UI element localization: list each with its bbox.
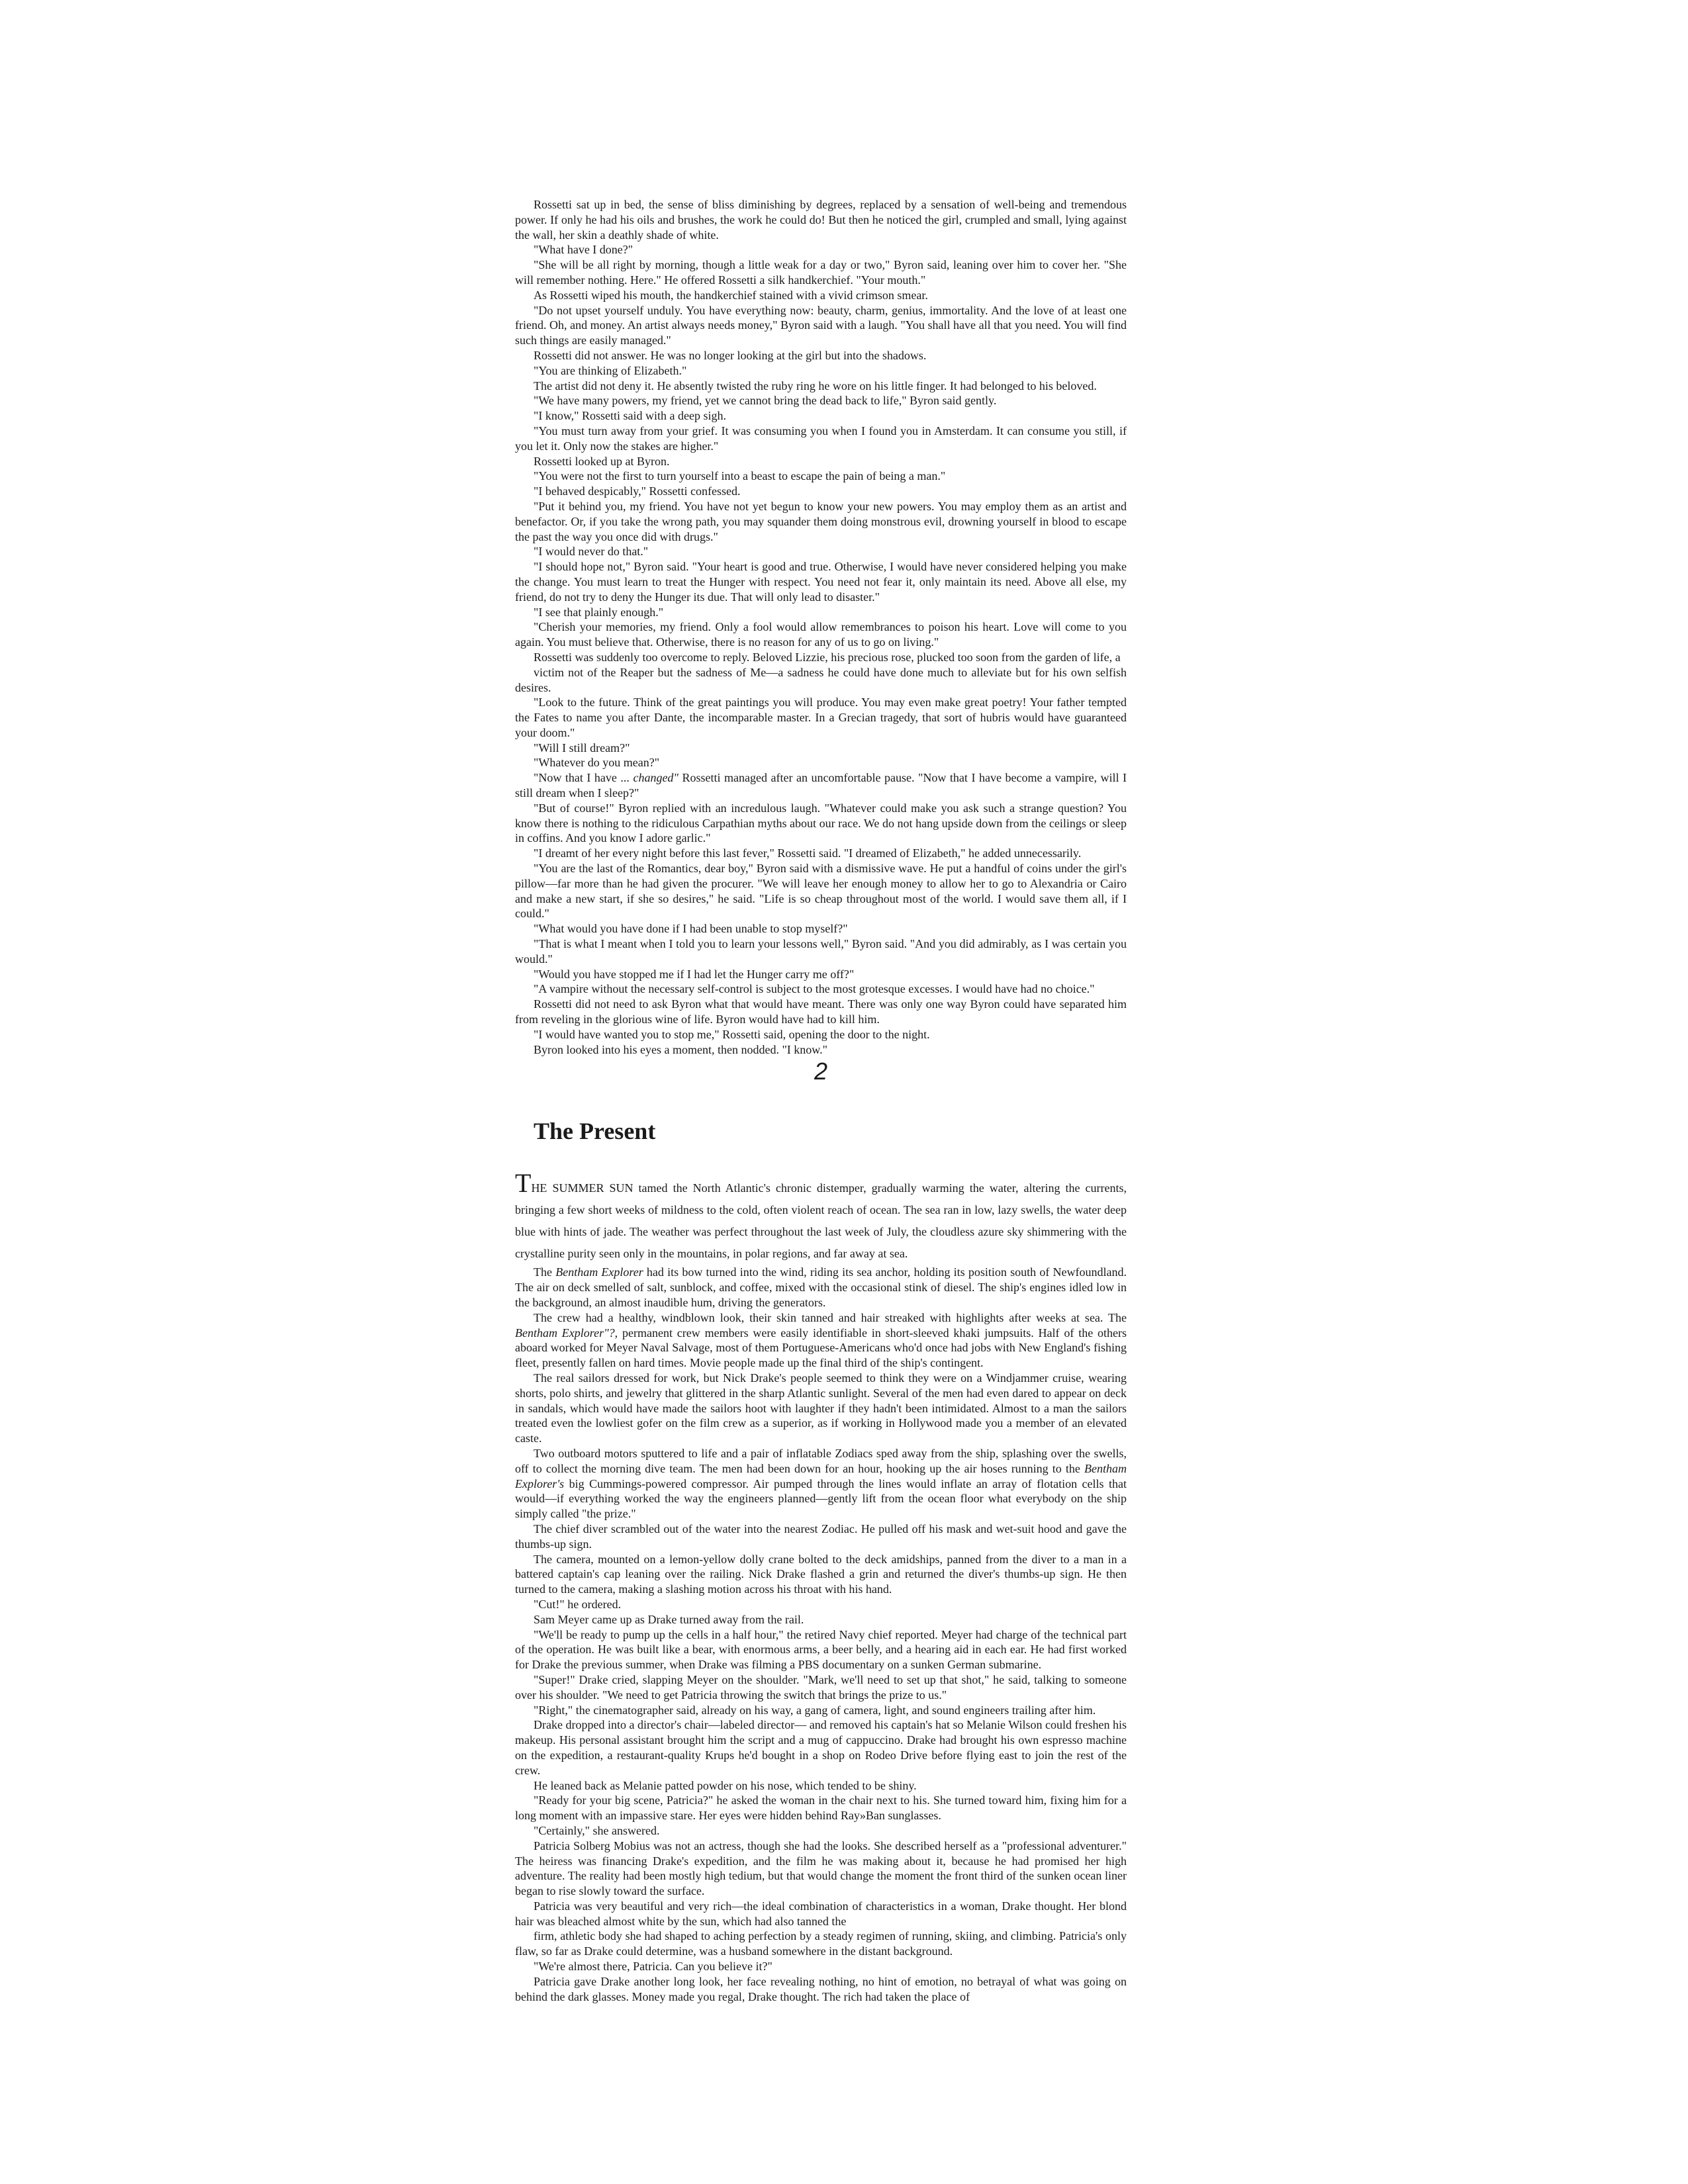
paragraph: "I would have wanted you to stop me," Rossetti said, opening the door to the night. <box>534 1027 930 1041</box>
text-run: tamed the North Atlantic's chronic distemper, gradually warming the water, altering the currents, bringing a few short weeks of mildness to the cold, often violent reach of ocean. The sea ran in low, lazy swells, the water deep blue with hints of jade. The weather was perfect throughout the last week of July, the cloudless azure sky shimmering with the crystalline purity seen only in the mountains, in polar regions, and far away at sea. <box>515 1181 1127 1261</box>
paragraph: victim not of the Reaper but the sadness of Me—a sadness he could have done much to alleviate but for his own selfish desires. <box>515 665 1127 694</box>
paragraph: "Would you have stopped me if I had let the Hunger carry me off?" <box>534 967 855 981</box>
section-rossetti <box>515 197 1127 1057</box>
paragraph: Rossetti looked up at Byron. <box>534 454 670 468</box>
paragraph: "Certainly," she answered. <box>534 1823 660 1837</box>
paragraph: "I see that plainly enough." <box>534 605 664 619</box>
paragraph: Patricia Solberg Mobius was not an actress, though she had the looks. She described herself as a "professional adventurer." The heiress was financing Drake's expedition, and the film he was making about it, because he had promised her high adventure. The reality had been mostly high tedium, but that would change the moment the front third of the sunken ocean liner began to rise slowly toward the surface. <box>515 1839 1127 1898</box>
paragraph: "You are the last of the Romantics, dear boy," Byron said with a dismissive wave. He put a handful of coins under the girl's pillow—far more than he had given the procurer. "We will leave her enough money to allow her to go to Alexandria or Cairo and make a new start, if she so desires," he said. "Life is so cheap throughout most of the world. I would save them all, if I could." <box>515 862 1127 921</box>
text-run: The <box>534 1265 556 1279</box>
paragraph: "Do not upset yourself unduly. You have everything now: beauty, charm, genius, immortality. And the love of at least one friend. Oh, and money. An artist always needs money," Byron said with a laugh. "You shall have all that you need. You will find such things are easily managed." <box>515 303 1127 347</box>
paragraph: "Whatever do you mean?" <box>534 756 660 770</box>
paragraph: "That is what I meant when I told you to learn your lessons well," Byron said. "And you did admirably, as I was certain you would." <box>515 937 1127 966</box>
paragraph <box>515 1310 1127 1371</box>
paragraph: "I should hope not," Byron said. "Your heart is good and true. Otherwise, I would have never considered helping you make the change. You must learn to treat the Hunger with respect. You need not fear it, only maintain its need. Above all else, my friend, do not try to deny the Hunger its due. That will only lead to disaster." <box>515 560 1127 604</box>
paragraph: "You are thinking of Elizabeth." <box>534 363 687 377</box>
text-run: permanent crew members were easily identifiable in short-sleeved khaki jumpsuits. Half of the others aboard worked for Meyer Naval Salvage, most of them Portuguese-Americans who'd once had jobs with New England's fishing fleet, presently fallen on hard times. Movie people made up the final third of the ship's contingent. <box>515 1326 1127 1370</box>
chapter-title: The Present <box>534 1118 656 1145</box>
paragraph: Patricia was very beautiful and very rich—the ideal combination of characteristics in a woman, Drake thought. Her blond hair was bleached almost white by the sun, which had also tanned the <box>515 1899 1127 1928</box>
italic-run: Bentham Explorer's <box>515 1461 1127 1490</box>
paragraph: "Super!" Drake cried, slapping Meyer on the shoulder. "Mark, we'll need to set up that shot," he said, talking to someone over his shoulder. "We need to get Patricia throwing the switch that brings the prize to us." <box>515 1672 1127 1702</box>
paragraph: "Look to the future. Think of the great paintings you will produce. You may even make great poetry! Your father tempted the Fates to name you after Dante, the incomparable master. In a Grecian tragedy, that sort of hubris would have guaranteed your doom." <box>515 696 1127 739</box>
section-present <box>515 1168 1127 2004</box>
paragraph <box>515 1446 1127 1522</box>
paragraph-changed <box>515 770 1127 801</box>
paragraph: "Cherish your memories, my friend. Only a fool would allow remembrances to poison his heart. Love will come to you again. You must believe that. Otherwise, there is no reason for any of us to go on living." <box>515 620 1127 649</box>
paragraph: The artist did not deny it. He absently twisted the ruby ring he wore on his little finger. It had belonged to his beloved. <box>534 379 1097 392</box>
text-run: big Cummings-powered compressor. Air pumped through the lines would inflate an array of flotation cells that would—if everything worked the way the engineers planned—gently lift from the ocean floor what everybody on the ship simply called "the prize." <box>515 1477 1127 1521</box>
chapter-number: 2 <box>814 1058 828 1085</box>
paragraph: Patricia gave Drake another long look, her face revealing nothing, no hint of emotion, no betrayal of what was going on behind the dark glasses. Money made you regal, Drake thought. The rich had taken the place of <box>515 1974 1127 2003</box>
text-run: "Now that I have ... <box>534 771 633 785</box>
paragraph: "Right," the cinematographer said, already on his way, a gang of camera, light, and sound engineers trailing after him. <box>534 1703 1096 1717</box>
drop-cap: T <box>515 1168 532 1199</box>
paragraph: As Rossetti wiped his mouth, the handkerchief stained with a vivid crimson smear. <box>534 288 928 302</box>
italic-run: Bentham Explorer"?, <box>515 1326 618 1340</box>
paragraph: "Put it behind you, my friend. You have not yet begun to know your new powers. You may employ them as an artist and benefactor. Or, if you take the wrong path, you may squander them doing monstrous evil, drowning yourself in blood to escape the past the way you once did with drugs." <box>515 499 1127 543</box>
small-caps-lead: HE SUMMER SUN <box>531 1181 633 1195</box>
paragraph: Rossetti sat up in bed, the sense of bliss diminishing by degrees, replaced by a sensation of well-being and tremendous power. If only he had his oils and brushes, the work he could do! But then he noticed the girl, crumpled and small, lying against the wall, her skin a deathly shade of white. <box>515 198 1127 242</box>
text-run: had its bow turned into the wind, riding its sea anchor, holding its position south of Newfoundland. The air on deck smelled of salt, sunblock, and coffee, mixed with the occasional stink of diesel. The ship's engines idled low in the background, an almost inaudible hum, driving the generators. <box>515 1265 1127 1310</box>
paragraph: Byron looked into his eyes a moment, then nodded. "I know." <box>534 1042 827 1056</box>
paragraph: "I behaved despicably," Rossetti confessed. <box>534 484 741 498</box>
paragraph: "You must turn away from your grief. It was consuming you when I found you in Amsterdam. It can consume you still, if you let it. Only now the stakes are higher." <box>515 424 1127 453</box>
paragraph: "You were not the first to turn yourself into a beast to escape the pain of being a man." <box>534 469 946 483</box>
paragraph: Rossetti did not answer. He was no longer looking at the girl but into the shadows. <box>534 348 927 362</box>
opening-paragraph <box>515 1168 1127 1265</box>
paragraph <box>515 1265 1127 1310</box>
paragraph: Sam Meyer came up as Drake turned away from the rail. <box>534 1612 804 1626</box>
paragraph: The camera, mounted on a lemon-yellow dolly crane bolted to the deck amidships, panned from the diver to a man in a battered captain's cap leaning over the railing. Nick Drake flashed a grin and returned the diver's thumbs-up sign. He then turned to the camera, making a slashing motion across his throat with his hand. <box>515 1552 1127 1596</box>
text-run: Two outboard motors sputtered to life and a pair of inflatable Zodiacs sped away from the ship, splashing over the swells, off to collect the morning dive team. The men had been down for an hour, hooking up the air hoses running to the <box>515 1446 1127 1475</box>
paragraph: "I would never do that." <box>534 545 649 559</box>
text-run: Rossetti managed after an uncomfortable pause. "Now that I have become a vampire, will I still dream when I sleep?" <box>515 771 1127 800</box>
paragraph: He leaned back as Melanie patted powder on his nose, which tended to be shiny. <box>534 1778 917 1792</box>
paragraph: Drake dropped into a director's chair—labeled director— and removed his captain's hat so Melanie Wilson could freshen his makeup. His personal assistant brought him the script and a mug of cappuccino. Drake had brought his own espresso machine on the expedition, a restaurant-quality Krups he'd bought in a shop on Rodeo Drive before flying east to join the rest of the crew. <box>515 1718 1127 1777</box>
paragraph: "What have I done?" <box>534 243 633 257</box>
paragraph: "Ready for your big scene, Patricia?" he asked the woman in the chair next to his. She turned toward him, fixing him for a long moment with an impassive stare. Her eyes were hidden behind Ray»Ban sunglasses. <box>515 1794 1127 1823</box>
italic-run: Bentham Explorer <box>555 1265 643 1279</box>
paragraph: Rossetti was suddenly too overcome to reply. Beloved Lizzie, his precious rose, plucked too soon from the garden of life, a <box>534 650 1121 664</box>
paragraph: The real sailors dressed for work, but Nick Drake's people seemed to think they were on a Windjammer cruise, wearing shorts, polo shirts, and jewelry that glittered in the sharp Atlantic sunlight. Several of the men had even dared to appear on deck in sandals, which would have made the sailors hoot with laughter if they hadn't been intimidated. Almost to a man the sailors treated even the lowliest gofer on the film crew as a superior, as if working in Hollywood made you a member of an elevated caste. <box>515 1371 1127 1445</box>
paragraph: "We have many powers, my friend, yet we cannot bring the dead back to life," Byron said gently. <box>534 394 997 408</box>
paragraph: "We're almost there, Patricia. Can you believe it?" <box>534 1960 773 1974</box>
paragraph: The chief diver scrambled out of the water into the nearest Zodiac. He pulled off his mask and wet-suit hood and gave the thumbs-up sign. <box>515 1522 1127 1551</box>
paragraph: "We'll be ready to pump up the cells in a half hour," the retired Navy chief reported. Meyer had charge of the technical part of the operation. He was built like a bear, with enormous arms, a beer belly, and a hearing aid in each ear. He had first worked for Drake the previous summer, when Drake was filming a PBS documentary on a sunken German submarine. <box>515 1627 1127 1672</box>
paragraph: firm, athletic body she had shaped to aching perfection by a steady regimen of running, skiing, and climbing. Patricia's only flaw, so far as Drake could determine, was a husband somewhere in the distant background. <box>515 1929 1127 1958</box>
paragraph: "I know," Rossetti said with a deep sigh. <box>534 409 726 423</box>
paragraph: "What would you have done if I had been unable to stop myself?" <box>534 922 848 936</box>
paragraph: "She will be all right by morning, though a little weak for a day or two," Byron said, leaning over him to cover her. "She will remember nothing. Here." He offered Rossetti a silk handkerchief. "Your mouth." <box>515 258 1127 287</box>
book-page <box>515 197 1127 2004</box>
paragraph: "Will I still dream?" <box>534 741 630 754</box>
paragraph: "But of course!" Byron replied with an incredulous laugh. "Whatever could make you ask such a strange question? You know there is nothing to the ridiculous Carpathian myths about our race. We do not hang upside down from the ceilings or sleep in coffins. And you know I adore garlic." <box>515 801 1127 845</box>
paragraph: "Cut!" he ordered. <box>534 1597 622 1611</box>
text-run: The crew had a healthy, windblown look, their skin tanned and hair streaked with highlights after weeks at sea. The <box>534 1310 1127 1324</box>
paragraph: "A vampire without the necessary self-control is subject to the most grotesque excesses. I would have had no choice." <box>534 982 1095 996</box>
paragraph: Rossetti did not need to ask Byron what that would have meant. There was only one way Byron could have separated him from reveling in the glorious wine of life. Byron would have had to kill him. <box>515 997 1127 1026</box>
paragraph: "I dreamt of her every night before this last fever," Rossetti said. "I dreamed of Elizabeth," he added unnecessarily. <box>534 846 1082 860</box>
italic-run: changed" <box>633 771 679 785</box>
